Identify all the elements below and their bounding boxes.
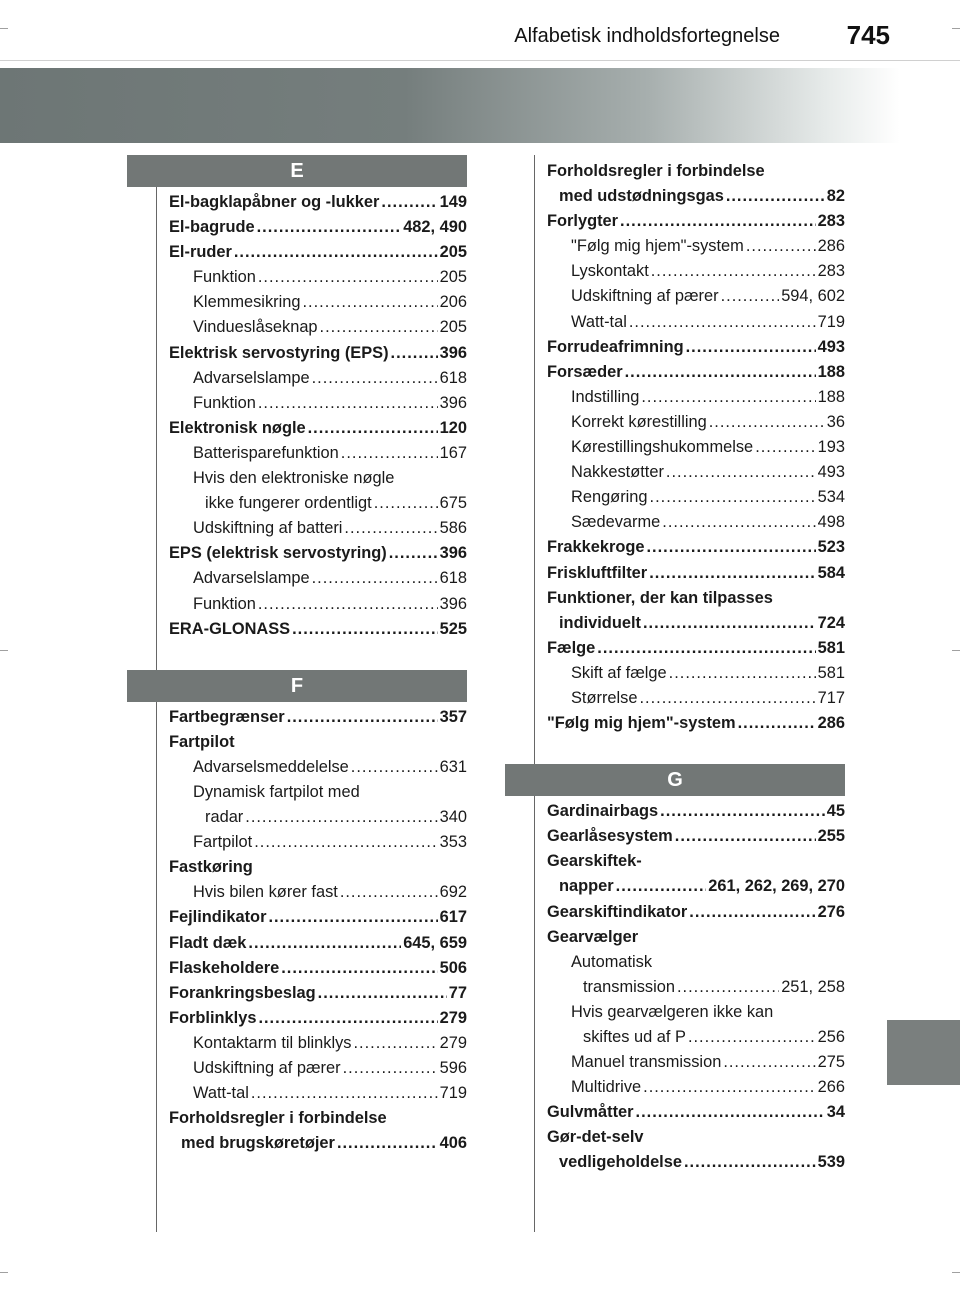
index-entry-text: Klemmesikring — [193, 293, 301, 312]
index-entry-text: Elektrisk servostyring (EPS) — [169, 343, 389, 362]
index-entry-text: Hvis den elektroniske nøgle — [193, 469, 395, 488]
index-entry-page: 283 — [817, 262, 845, 281]
index-entry-text: Vindueslåseknap — [193, 318, 318, 337]
index-entry-text: El-ruder — [169, 243, 232, 262]
dot-leader — [625, 360, 816, 385]
index-entry — [547, 184, 845, 209]
index-entry-text: Forankringsbeslag — [169, 983, 316, 1002]
index-entry — [547, 636, 845, 661]
left-column — [127, 155, 467, 1156]
index-entry-text: ERA-GLONASS — [169, 619, 291, 638]
dot-leader — [641, 385, 815, 410]
index-entry-page: 618 — [439, 569, 467, 588]
dot-leader — [650, 485, 816, 510]
index-entry-text: Lyskontakt — [571, 262, 649, 281]
index-entry-text: Dynamisk fartpilot med — [193, 782, 360, 801]
index-entry-text: Kørestillingshukommelse — [571, 438, 754, 457]
index-entry-page: 205 — [439, 318, 467, 337]
index-entry — [169, 466, 467, 491]
index-entry-page: 581 — [817, 663, 845, 682]
index-entry-text: Automatisk — [571, 952, 653, 971]
index-entry-page: 261, 262, 269, 270 — [708, 877, 845, 896]
dot-leader — [258, 391, 438, 416]
index-entry-text: Forholdsregler i forbindelse — [547, 162, 765, 180]
index-entry — [547, 561, 845, 586]
index-entry-page: 594, 602 — [781, 287, 845, 306]
index-entry-text: Rengøring — [571, 488, 648, 507]
index-entry — [169, 830, 467, 855]
index-entry-page: 675 — [439, 494, 467, 513]
index-entry-page: 482, 490 — [403, 218, 467, 237]
dot-leader — [281, 956, 437, 981]
header-rule — [0, 60, 960, 61]
index-entry-text: Fartpilot — [169, 732, 235, 751]
dot-leader — [649, 561, 815, 586]
index-entry-text: Kontaktarm til blinklys — [193, 1033, 352, 1052]
index-entry-text: Forrudeafrimning — [547, 337, 684, 356]
index-entry-text: individuelt — [559, 613, 641, 632]
index-entry-page: 539 — [817, 1153, 845, 1172]
index-entry — [547, 849, 845, 874]
index-entry-page: 34 — [826, 1103, 845, 1122]
right-column — [505, 155, 845, 1176]
index-entry-text: Hvis bilen kører fast — [193, 883, 338, 902]
index-entry-page: 205 — [439, 268, 467, 287]
dot-leader — [312, 566, 438, 591]
index-entry-text: El-bagrude — [169, 218, 255, 237]
index-entry-page: 617 — [439, 908, 467, 927]
index-entry-text: Gulvmåtter — [547, 1103, 634, 1122]
dot-leader — [258, 1006, 437, 1031]
index-entry-text: Fartpilot — [193, 833, 253, 852]
index-entry-text: Fartbegrænser — [169, 707, 285, 726]
dot-leader — [660, 799, 825, 824]
dot-leader — [251, 1081, 438, 1106]
dot-leader — [755, 435, 815, 460]
index-entry — [169, 905, 467, 930]
index-entry — [547, 686, 845, 711]
index-entry-page: 286 — [817, 714, 845, 733]
index-entry-text: Forsæder — [547, 362, 623, 381]
index-entry-text: med udstødningsgas — [559, 187, 724, 206]
index-entry-page: 45 — [826, 802, 845, 821]
dot-leader — [287, 705, 438, 730]
dot-leader — [643, 611, 816, 636]
dot-leader — [337, 1131, 438, 1156]
index-entry-text: Fejlindikator — [169, 908, 267, 927]
dot-leader — [340, 880, 438, 905]
crop-mark — [0, 650, 8, 651]
dot-leader — [688, 1025, 816, 1050]
index-entry-page: 493 — [817, 463, 845, 482]
dot-leader — [343, 1056, 438, 1081]
dot-leader — [381, 190, 437, 215]
index-entry-text: EPS (elektrisk servostyring) — [169, 544, 387, 563]
index-entry — [169, 855, 467, 880]
dot-leader — [662, 510, 815, 535]
index-entry-text: Elektronisk nøgle — [169, 418, 306, 437]
index-entry — [169, 315, 467, 340]
index-entry-text: Korrekt kørestilling — [571, 412, 707, 431]
dot-leader — [746, 234, 816, 259]
dot-leader — [320, 315, 438, 340]
index-entry — [547, 485, 845, 510]
section-letter-bar: F — [127, 670, 467, 702]
dot-leader — [651, 259, 816, 284]
dot-leader — [726, 184, 825, 209]
index-entry — [169, 1106, 467, 1131]
index-entry-text: Fælge — [547, 638, 596, 657]
dot-leader — [234, 240, 438, 265]
index-entry — [169, 265, 467, 290]
index-entry — [547, 611, 845, 636]
dot-leader — [302, 290, 437, 315]
index-entry-page: 523 — [817, 538, 845, 557]
dot-leader — [721, 284, 780, 309]
dot-leader — [391, 341, 438, 366]
index-entry-text: Fastkøring — [169, 858, 253, 877]
index-entry-page: 396 — [439, 544, 467, 563]
index-entry-page: 631 — [439, 757, 467, 776]
index-entry — [169, 366, 467, 391]
index-entry-text: napper — [559, 877, 614, 896]
index-entry — [547, 410, 845, 435]
index-entry-page: 255 — [817, 827, 845, 846]
index-entry-text: Gør-det-selv — [547, 1128, 644, 1147]
dot-leader — [344, 516, 437, 541]
dot-leader — [374, 491, 438, 516]
index-entry-page: 149 — [439, 193, 467, 211]
index-entry-page: 692 — [439, 883, 467, 902]
index-entry-text: Udskiftning af pærer — [571, 287, 719, 306]
index-entry-text: Batterisparefunktion — [193, 443, 339, 462]
index-entry-list — [547, 799, 845, 1175]
dot-leader — [643, 1075, 816, 1100]
index-entry-page: 276 — [817, 902, 845, 921]
dot-leader — [245, 805, 437, 830]
index-entry-page: 525 — [439, 619, 467, 638]
index-entry-page: 266 — [817, 1078, 845, 1097]
index-entry-page: 193 — [817, 438, 845, 457]
dot-leader — [647, 535, 816, 560]
dot-leader — [677, 975, 779, 1000]
dot-leader — [341, 441, 438, 466]
index-entry-page: 205 — [439, 243, 467, 262]
index-entry — [547, 1000, 845, 1025]
index-entry — [547, 950, 845, 975]
dot-leader — [354, 1031, 438, 1056]
index-entry-page: 717 — [817, 688, 845, 707]
index-entry-text: Nakkestøtter — [571, 463, 664, 482]
index-entry — [169, 240, 467, 265]
dot-leader — [666, 460, 816, 485]
dot-leader — [636, 1100, 825, 1125]
index-entry-page: 596 — [439, 1059, 467, 1077]
header-banner — [0, 68, 900, 143]
index-entry — [547, 586, 845, 611]
index-entry-page: 506 — [439, 958, 467, 977]
index-entry-text: Gearvælger — [547, 927, 639, 946]
index-entry — [169, 1056, 467, 1081]
index-entry — [169, 566, 467, 591]
index-entry-text: Udskiftning af batteri — [193, 519, 343, 538]
index-entry-text: "Følg mig hjem"-system — [571, 237, 744, 256]
dot-leader — [292, 617, 438, 642]
index-entry-text: Watt-tal — [193, 1084, 249, 1103]
index-entry-page: 82 — [826, 187, 845, 206]
index-entry-text: Manuel transmission — [571, 1053, 722, 1072]
index-entry-text: Gearskiftek- — [547, 852, 642, 871]
index-entry — [547, 874, 845, 899]
index-entry — [169, 617, 467, 642]
chapter-side-tab — [887, 1020, 960, 1085]
dot-leader — [639, 686, 815, 711]
index-entry-text: Sædevarme — [571, 513, 661, 532]
index-entry — [169, 391, 467, 416]
index-entry-text: Skift af fælge — [571, 663, 667, 682]
crop-mark — [952, 650, 960, 651]
page-header-title: Alfabetisk indholdsfortegnelse — [514, 25, 780, 47]
index-entry-text: Friskluftfilter — [547, 563, 648, 582]
index-entry — [169, 931, 467, 956]
crop-mark — [0, 28, 8, 29]
index-entry — [169, 290, 467, 315]
dot-leader — [258, 592, 438, 617]
index-entry-page: 493 — [817, 337, 845, 356]
index-entry-list — [547, 159, 845, 736]
index-entry — [547, 335, 845, 360]
section-letter-bar: G — [505, 764, 845, 796]
crop-mark — [0, 1272, 8, 1273]
index-entry-text: Forblinklys — [169, 1008, 257, 1027]
index-entry-text: radar — [205, 808, 244, 827]
dot-leader — [254, 830, 437, 855]
index-entry — [169, 592, 467, 617]
index-entry — [169, 730, 467, 755]
index-entry-page: 357 — [439, 707, 467, 726]
index-entry-page: 77 — [448, 983, 467, 1002]
crop-mark — [952, 1272, 960, 1273]
index-entry — [169, 780, 467, 805]
dot-leader — [669, 661, 816, 686]
index-entry-text: Forlygter — [547, 212, 619, 231]
index-entry — [547, 435, 845, 460]
index-entry-text: Hvis gearvælgeren ikke kan — [571, 1002, 774, 1021]
index-entry-text: vedligeholdelse — [559, 1153, 682, 1172]
index-entry-page: 618 — [439, 368, 467, 387]
index-entry — [547, 1150, 845, 1175]
dot-leader — [689, 900, 815, 925]
index-entry-page: 36 — [826, 412, 845, 431]
index-entry — [169, 341, 467, 366]
dot-leader — [675, 824, 816, 849]
index-entry — [547, 1125, 845, 1150]
dot-leader — [616, 874, 707, 899]
index-entry-text: Gearskiftindikator — [547, 902, 688, 921]
index-entry-text: ikke fungerer ordentligt — [205, 494, 372, 513]
index-entry — [169, 1006, 467, 1031]
dot-leader — [248, 931, 401, 956]
crop-mark — [952, 28, 960, 29]
index-entry-text: El-bagklapåbner og -lukker — [169, 193, 380, 211]
index-entry — [547, 460, 845, 485]
index-entry — [169, 1131, 467, 1156]
index-entry-text: transmission — [583, 977, 675, 996]
index-entry-page: 256 — [817, 1028, 845, 1046]
index-entry — [169, 956, 467, 981]
index-entry-page: 279 — [439, 1008, 467, 1027]
index-entry — [547, 284, 845, 309]
index-entry-text: Størrelse — [571, 688, 638, 707]
dot-leader — [308, 416, 438, 441]
index-entry — [547, 1100, 845, 1125]
index-entry — [169, 516, 467, 541]
index-entry-text: Funktioner, der kan tilpasses — [547, 588, 773, 607]
index-entry-page: 719 — [817, 312, 845, 331]
section-letter-bar: E — [127, 155, 467, 187]
index-entry-text: Funktion — [193, 594, 256, 613]
index-entry-page: 581 — [817, 638, 845, 657]
index-entry-page: 340 — [439, 808, 467, 827]
dot-leader — [629, 310, 816, 335]
dot-leader — [620, 209, 816, 234]
dot-leader — [709, 410, 825, 435]
dot-leader — [389, 541, 438, 566]
index-entry-list — [169, 705, 467, 1157]
index-entry-text: "Følg mig hjem"-system — [547, 714, 736, 733]
index-entry-list — [169, 190, 467, 642]
index-entry-text: Advarselslampe — [193, 569, 310, 588]
index-entry — [547, 925, 845, 950]
index-entry — [169, 215, 467, 240]
index-entry-page: 534 — [817, 488, 845, 507]
index-entry-page: 396 — [439, 343, 467, 362]
index-entry — [169, 491, 467, 516]
index-entry-text: Fladt dæk — [169, 933, 247, 952]
index-entry — [547, 259, 845, 284]
index-entry — [547, 385, 845, 410]
index-entry — [547, 711, 845, 736]
index-entry — [547, 1025, 845, 1050]
dot-leader — [686, 335, 816, 360]
index-entry — [169, 416, 467, 441]
index-entry — [169, 441, 467, 466]
index-entry — [547, 159, 845, 184]
index-entry — [169, 705, 467, 730]
dot-leader — [257, 215, 402, 240]
index-entry — [547, 824, 845, 849]
index-entry — [547, 661, 845, 686]
index-entry — [547, 234, 845, 259]
index-entry — [547, 799, 845, 824]
index-entry — [547, 1050, 845, 1075]
index-entry-page: 396 — [439, 594, 467, 613]
index-entry-text: Udskiftning af pærer — [193, 1059, 341, 1077]
index-entry-text: Advarselsmeddelelse — [193, 757, 349, 776]
index-entry-text: Funktion — [193, 393, 256, 412]
index-entry-page: 286 — [817, 237, 845, 256]
index-entry-page: 279 — [439, 1033, 467, 1052]
index-entry — [169, 190, 467, 215]
index-entry-text: Gardinairbags — [547, 802, 659, 821]
index-entry-page: 719 — [439, 1084, 467, 1103]
index-entry-text: skiftes ud af P — [583, 1028, 686, 1046]
dot-leader — [684, 1150, 816, 1175]
index-entry-page: 724 — [817, 613, 845, 632]
index-entry — [169, 541, 467, 566]
index-entry — [547, 1075, 845, 1100]
index-entry-page: 275 — [817, 1053, 845, 1072]
index-entry-page: 498 — [817, 513, 845, 532]
index-entry — [169, 981, 467, 1006]
index-entry — [547, 535, 845, 560]
index-entry-page: 251, 258 — [781, 977, 845, 996]
index-entry — [169, 805, 467, 830]
dot-leader — [738, 711, 816, 736]
index-entry-page: 188 — [817, 362, 845, 381]
index-entry — [547, 510, 845, 535]
index-entry-page: 283 — [817, 212, 845, 231]
index-entry-text: Multidrive — [571, 1078, 642, 1097]
dot-leader — [597, 636, 815, 661]
index-entry — [169, 755, 467, 780]
index-entry-page: 188 — [817, 387, 845, 406]
index-entry-text: Gearlåsesystem — [547, 827, 673, 846]
index-entry-page: 586 — [439, 519, 467, 538]
index-entry-text: Indstilling — [571, 387, 640, 406]
index-entry-text: Advarselslampe — [193, 368, 310, 387]
index-entry-text: Flaskeholdere — [169, 958, 280, 977]
dot-leader — [312, 366, 438, 391]
dot-leader — [268, 905, 437, 930]
index-entry — [547, 360, 845, 385]
index-entry-page: 206 — [439, 293, 467, 312]
index-entry-page: 120 — [439, 418, 467, 437]
index-entry — [547, 310, 845, 335]
index-entry — [169, 1081, 467, 1106]
dot-leader — [723, 1050, 815, 1075]
index-entry-page: 645, 659 — [403, 933, 467, 952]
index-entry-text: med brugskøretøjer — [181, 1134, 335, 1153]
dot-leader — [318, 981, 447, 1006]
index-entry-page: 353 — [439, 833, 467, 852]
index-entry — [547, 900, 845, 925]
index-entry-text: Watt-tal — [571, 312, 627, 331]
index-entry-text: Forholdsregler i forbindelse — [169, 1109, 387, 1128]
index-entry — [169, 1031, 467, 1056]
dot-leader — [258, 265, 438, 290]
dot-leader — [351, 755, 438, 780]
index-entry-page: 167 — [439, 443, 467, 462]
index-entry — [547, 975, 845, 1000]
index-entry-page: 406 — [439, 1134, 467, 1153]
index-entry — [547, 209, 845, 234]
index-entry — [169, 880, 467, 905]
index-entry-page: 584 — [817, 563, 845, 582]
index-entry-page: 396 — [439, 393, 467, 412]
index-entry-text: Funktion — [193, 268, 256, 287]
page-number: 745 — [846, 20, 890, 50]
index-entry-text: Frakkekroge — [547, 538, 645, 557]
